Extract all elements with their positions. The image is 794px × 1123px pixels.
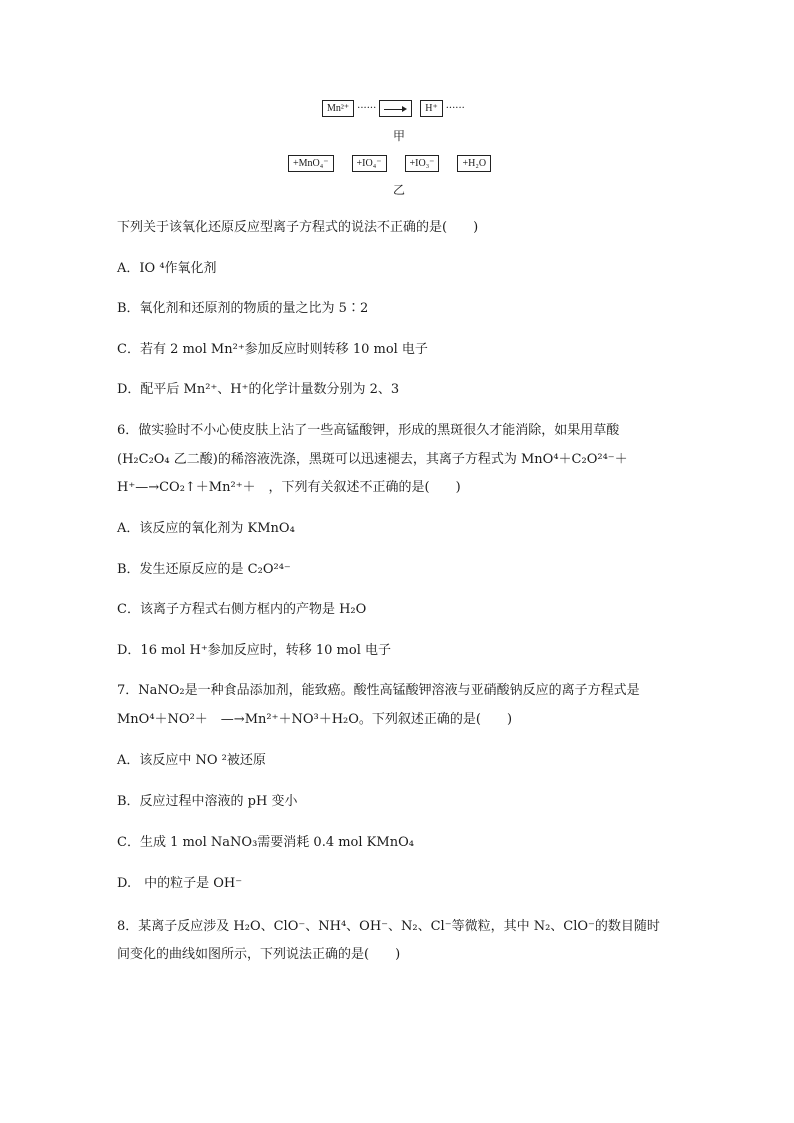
q6-stem-line-1: 6．做实验时不小心使皮肤上沾了一些高锰酸钾，形成的黑斑很久才能消除，如果用草酸 — [117, 423, 620, 438]
q7-stem-line-1: 7．NaNO₂是一种食品添加剂，能致癌。酸性高锰酸钾溶液与亚硝酸钠反应的离子方程式是 — [117, 683, 640, 698]
dots-2: ······ — [445, 103, 465, 114]
box-mno4: +MnO₄⁻ — [288, 155, 334, 172]
box-io4: +IO₄⁻ — [352, 155, 387, 172]
q7-option-d: D. 中的粒子是 OH⁻ — [117, 876, 243, 891]
box-h2o: +H₂O — [457, 155, 491, 172]
q6-option-b: B．发生还原反应的是 C₂O²⁴⁻ — [117, 562, 291, 577]
q5-option-d: D．配平后 Mn²⁺、H⁺的化学计量数分别为 2、3 — [117, 382, 400, 397]
q5-option-b: B．氧化剂和还原剂的物质的量之比为 5∶2 — [117, 301, 369, 316]
q6-option-a: A．该反应的氧化剂为 KMnO₄ — [117, 521, 295, 536]
q7-option-a: A．该反应中 NO ²被还原 — [117, 753, 266, 768]
q6-option-c: C．该离子方程式右侧方框内的产物是 H₂O — [117, 602, 367, 617]
q5-option-c: C．若有 2 mol Mn²⁺参加反应时则转移 10 mol 电子 — [117, 342, 428, 357]
q7-option-b: B．反应过程中溶液的 pH 变小 — [117, 794, 298, 809]
figure-label-jia: 甲 — [393, 129, 406, 143]
q7-stem-line-2: MnO⁴＋NO²＋ —→Mn²⁺＋NO³＋H₂O。下列叙述正确的是( ) — [117, 712, 513, 727]
figure-label-yi: 乙 — [393, 183, 406, 197]
q5-option-a: A．IO ⁴作氧化剂 — [117, 261, 217, 276]
box-mn2plus: Mn²⁺ — [322, 100, 354, 117]
q7-option-c: C．生成 1 mol NaNO₃需要消耗 0.4 mol KMnO₄ — [117, 835, 414, 850]
q6-option-d: D．16 mol H⁺参加反应时，转移 10 mol 电子 — [117, 643, 391, 658]
q6-stem-line-2: (H₂C₂O₄ 乙二酸)的稀溶液洗涤，黑斑可以迅速褪去，其离子方程式为 MnO⁴＋C₂O²⁴⁻＋ — [117, 452, 628, 467]
q6-stem-line-3: H⁺—→CO₂↑＋Mn²⁺＋ ，下列有关叙述不正确的是( ) — [117, 480, 461, 495]
figure-yi-row — [288, 155, 491, 172]
box-io3: +IO₃⁻ — [405, 155, 440, 172]
q8-stem-line-1: 8．某离子反应涉及 H₂O、ClO⁻、NH⁴、OH⁻、N₂、Cl⁻等微粒，其中 N₂、ClO⁻的数目随时 — [117, 919, 660, 934]
q8-stem-line-2: 间变化的曲线如图所示，下列说法正确的是( ) — [117, 947, 401, 962]
figure-jia-row — [322, 100, 468, 117]
arrow-box — [379, 100, 412, 117]
q5-stem: 下列关于该氧化还原反应型离子方程式的说法不正确的是( ) — [117, 220, 479, 235]
box-hplus: H⁺ — [420, 100, 443, 117]
dots-1: ······ — [357, 103, 377, 114]
